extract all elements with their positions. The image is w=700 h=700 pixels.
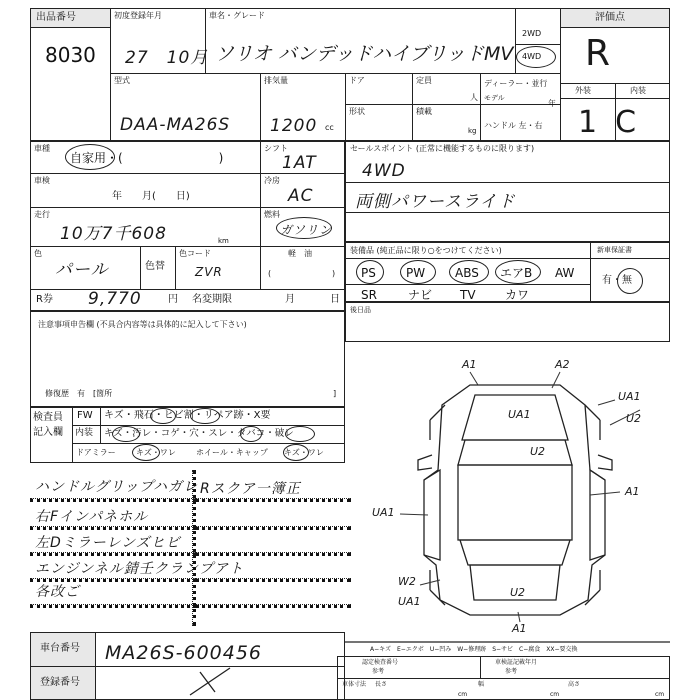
cm-unit-1: cm (458, 691, 468, 698)
sales-point-line2: 両側パワースライド (355, 192, 516, 212)
cm-unit-2: cm (550, 691, 560, 698)
warranty-label: 新車保証書 (597, 246, 632, 254)
mileage-label: 走行 (34, 210, 50, 219)
type-value: DAA-MA26S (120, 115, 231, 135)
note-line-5: 各改ご (35, 584, 80, 600)
equip-tv: TV (460, 288, 476, 302)
int-check-items: キズ・汚レ・コゲ・穴・スレ・タバコ・破レ (104, 428, 294, 439)
recycle-label: R券 (36, 294, 53, 305)
diagram-mark: U2 (530, 445, 546, 458)
note-line-2: 右Fインパネホル (35, 509, 149, 525)
ext-label: 外装 (575, 86, 591, 95)
divider (337, 678, 670, 679)
capacity-label: 定員 (416, 76, 432, 85)
fw-items: キズ・飛石・ヒビ割・リペア跡・X要 (104, 410, 271, 421)
fw-label: FW (77, 410, 93, 421)
name-change-day: 日 (330, 294, 340, 305)
inspection-value: 年 月( 日) (112, 191, 190, 202)
fuel-label: 燃料 (264, 210, 280, 219)
grade-label: 評価点 (595, 12, 625, 23)
notes-label: 注意事項申告欄 (不具合内容等は具体的に記入して下さい) (38, 320, 247, 329)
equip-aw: AW (555, 266, 575, 280)
model-value: ソリオ バンデッドハイブリッドMV (215, 43, 514, 65)
equip-leather: カワ (505, 288, 530, 302)
entry-label: 記入欄 (33, 427, 63, 438)
drive-2wd: 2WD (522, 29, 542, 38)
note-line-3: 左Dミラーレンズヒビ (35, 535, 181, 551)
disp-unit: cc (325, 123, 334, 132)
color-label: 色 (34, 249, 42, 258)
mirror-items: キズ・ワレ (136, 448, 176, 457)
repair-label: 修復歴 有 [箇所 (45, 389, 113, 398)
cm-unit-3: cm (655, 691, 665, 698)
equip-sr: SR (361, 288, 377, 302)
int-check-label: 内装 (75, 428, 94, 438)
reg-value: 27 10月 (125, 48, 209, 68)
lot-number: 8030 (45, 43, 96, 67)
chassis-value: MA26S-600456 (105, 642, 263, 664)
legend: A−キズ E−エクボ U−凹み W−修理跡 S−サビ C−腐食 XX−要交換 (370, 646, 578, 653)
year-unit: 年 (548, 99, 556, 108)
ver-label: 認定検査番号 (362, 659, 399, 666)
color-code-label: 色コード (179, 249, 211, 258)
disp-value: 1200 (270, 116, 318, 136)
load-label: 積載 (416, 107, 432, 116)
repair-close: ] (333, 389, 337, 398)
diagram-mark: U2 (510, 586, 526, 599)
lot-label: 出品番号 (36, 12, 76, 23)
wheel-items: キズ・ワレ (284, 448, 324, 457)
len-sub: 長さ (375, 681, 388, 688)
shift-value: 1AT (282, 153, 317, 173)
note-right-1: Rスクア一簿正 (200, 481, 301, 497)
wheel-label: ホイール・キャップ (196, 448, 268, 457)
paren-close: ) (332, 269, 336, 278)
recycle-value: 9,770 (88, 289, 142, 309)
reg-label: 初度登録年月 (114, 11, 162, 20)
mileage-value: 10万7千608 (60, 224, 167, 244)
ac-label: 冷房 (264, 176, 280, 185)
len-label: 車体寸法 (342, 681, 367, 688)
fuel-value: ガソリン (280, 223, 333, 237)
diagram-mark: A1 (462, 358, 477, 371)
model-label: 車名・グレード (209, 11, 265, 20)
diagram-mark: A2 (555, 358, 570, 371)
divider (480, 656, 481, 678)
color-change-label: 色替 (145, 261, 165, 272)
equip-airbag: エアB (500, 266, 533, 280)
ver-sub: 参考 (372, 668, 385, 675)
equip-navi: ナビ (408, 288, 433, 302)
inspector-label: 検査員 (33, 412, 63, 423)
mileage-unit: km (218, 237, 229, 245)
fuel-option: 軽 油 (288, 249, 312, 258)
note-line-1: ハンドルグリップハガレ (35, 479, 199, 495)
note-line-4: エンジンネル錆壬クランプアト (35, 561, 244, 577)
shift-label: シフト (264, 144, 288, 153)
name-change-month: 月 (285, 294, 295, 305)
name-change-label: 名変期限 (192, 294, 232, 305)
diagram-mark: A1 (625, 485, 640, 498)
disp-label: 排気量 (264, 76, 288, 85)
diagram-mark: UA1 (508, 408, 531, 421)
shape-label: 形状 (349, 107, 365, 116)
equip-ps: PS (361, 266, 376, 280)
chassis-label: 車台番号 (40, 643, 80, 654)
handle-label: ハンドル 左・右 (484, 121, 543, 130)
int-label: 内装 (630, 86, 646, 95)
equip-pw: PW (406, 266, 426, 280)
color-code-value: ZVR (195, 265, 223, 279)
type-label: 型式 (114, 76, 130, 85)
capacity-unit: 人 (470, 93, 478, 102)
diagram-mark: W2 (398, 575, 416, 588)
cert-label: 車検証記載年月 (495, 659, 538, 666)
load-unit: kg (468, 127, 477, 135)
cert-sub: 参考 (505, 668, 518, 675)
mirror-label: ドアミラー (76, 448, 116, 457)
sales-point-line1: 4WD (362, 161, 406, 181)
equipment-label: 装備品 (純正品に限り○をつけてください) (350, 246, 502, 255)
grade-value: R (585, 33, 612, 74)
diagram-mark: U2 (626, 412, 642, 425)
equip-abs: ABS (455, 266, 479, 280)
diagram-mark: UA1 (618, 390, 641, 403)
ext-int-value: 1C (578, 105, 655, 140)
after-items-label: 後日品 (350, 306, 371, 314)
diagram-mark: A1 (512, 622, 527, 635)
paren-open: ( (268, 269, 272, 278)
height-sub: 高さ (568, 681, 581, 688)
sales-point-label: セールスポイント (正常に機能するものに限ります) (350, 144, 535, 153)
usage-label: 車種 (34, 144, 50, 153)
diagram-mark: UA1 (398, 595, 421, 608)
diagram-mark: UA1 (372, 506, 395, 519)
inspection-label: 車検 (34, 176, 50, 185)
recycle-unit: 円 (168, 294, 178, 305)
door-label: ドア (349, 76, 365, 85)
color-value: パール (55, 260, 109, 280)
drive-4wd: 4WD (522, 52, 542, 61)
usage-value: 自家用・( ) (70, 151, 224, 165)
width-sub: 幅 (478, 681, 485, 688)
model-year-label: モデル (484, 94, 505, 102)
registration-label: 登録番号 (40, 677, 80, 688)
warranty-value: 有・無 (602, 275, 632, 286)
dealer-label: ディーラー・並行 (484, 79, 548, 88)
ac-value: AC (288, 186, 314, 206)
